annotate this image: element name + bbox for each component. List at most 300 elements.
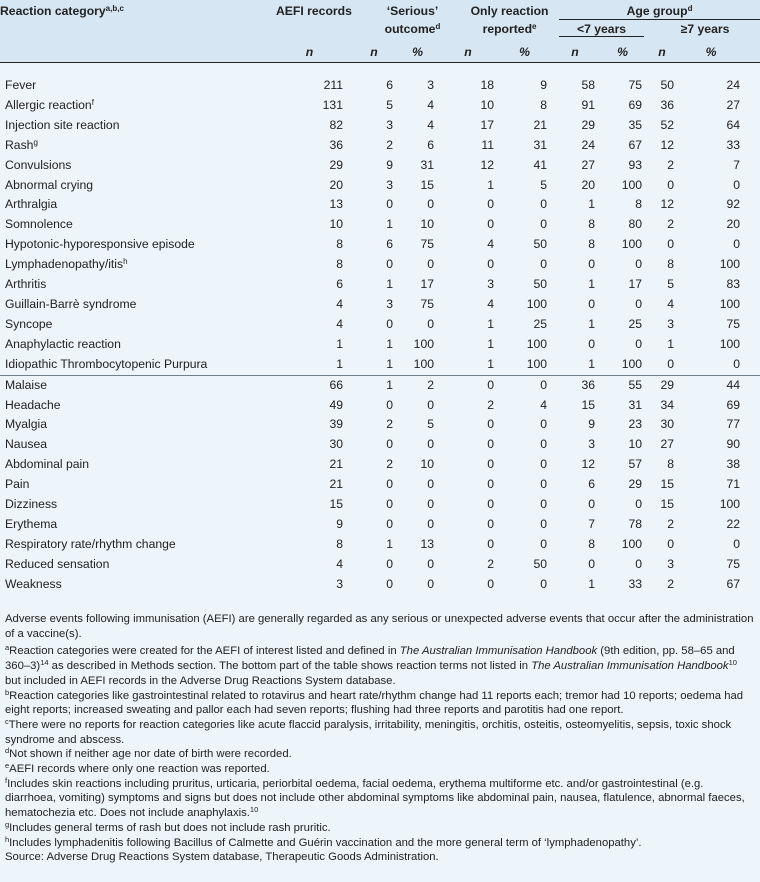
under7-pct-cell: 69 — [628, 97, 643, 112]
source-note: Source: Adverse Drug Reactions System database, Therapeutic Goods Administration. — [5, 851, 439, 864]
aefi-records-cell: 13 — [329, 197, 343, 212]
over7-n-cell: 2 — [667, 157, 675, 172]
serious-pct-cell: 4 — [427, 97, 435, 112]
under7-n-cell: 36 — [581, 377, 596, 392]
only-pct-cell: 0 — [540, 417, 548, 432]
over7-n-cell: 12 — [660, 137, 675, 152]
aefi-records-header: AEFI records — [276, 0, 355, 22]
under7-n-cell: 24 — [581, 137, 596, 152]
reaction-category-cell: Nausea — [5, 437, 48, 452]
under7-n-cell: 9 — [588, 417, 596, 432]
over7-pct-cell: 100 — [719, 336, 741, 351]
over7-n-cell: 36 — [660, 97, 675, 112]
serious-n-cell: 1 — [386, 377, 393, 392]
under7-n-cell: 29 — [581, 117, 596, 132]
serious-pct-cell: 0 — [427, 197, 435, 212]
aefi-records-cell: 20 — [329, 177, 343, 192]
pct-label: % — [502, 41, 555, 63]
serious-n-cell: 9 — [386, 157, 393, 172]
only-n-cell: 0 — [487, 257, 495, 272]
over7-n-cell: 0 — [667, 536, 675, 551]
serious-pct-cell: 0 — [427, 576, 435, 591]
table-row — [0, 76, 760, 96]
only-pct-cell: 41 — [533, 157, 548, 172]
n-label: n — [276, 41, 355, 63]
serious-pct-cell: 13 — [420, 536, 435, 551]
over7-n-cell: 52 — [660, 117, 675, 132]
over7-pct-cell: 75 — [726, 316, 741, 331]
table-row — [0, 396, 760, 416]
table-row — [0, 376, 760, 396]
table-row — [0, 176, 760, 196]
under7-n-cell: 27 — [581, 157, 596, 172]
serious-n-cell: 3 — [386, 296, 393, 311]
under7-pct-cell: 23 — [628, 417, 643, 432]
only-n-cell: 0 — [487, 536, 495, 551]
only-n-cell: 0 — [487, 197, 495, 212]
category-header: Reaction category$^{a,b,c}$ — [0, 0, 276, 22]
serious-n-cell: 3 — [386, 177, 393, 192]
reaction-category-cell: Somnolence — [5, 217, 73, 232]
under7-n-cell: 8 — [588, 536, 596, 551]
over7-pct-cell: 38 — [726, 457, 741, 472]
over7-pct-cell: 83 — [726, 277, 741, 292]
serious-pct-cell: 0 — [427, 316, 435, 331]
footnote-e: $^e$AEFI records where only one reaction was reported. — [5, 761, 270, 776]
only-n-cell: 0 — [487, 576, 495, 591]
over7-pct-cell: 100 — [719, 497, 741, 512]
over7-pct-cell: 71 — [726, 477, 741, 492]
only-n-cell: 18 — [480, 78, 495, 92]
serious-n-cell: 1 — [386, 356, 393, 371]
over7-pct-cell: 0 — [733, 237, 741, 252]
table-row — [0, 96, 760, 116]
over7-pct-cell: 27 — [726, 97, 741, 112]
listed-reactions-group — [0, 76, 760, 375]
serious-n-cell: 3 — [386, 117, 393, 132]
pct-label: % — [603, 41, 650, 63]
footnote-a: $^a$Reaction categories were created for the AEFI of interest listed and defined in The Australian Immunisation Handbook (9th edition, pp. 58–65 and 360–3)$^{14}$ as described in Methods section. The bottom part of the table shows reaction terms not listed in The Australian Immunisation Handbook$^{10}$ but included in AEFI records in the Adverse Drug Reactions System database. — [5, 643, 737, 687]
serious-n-cell: 6 — [386, 237, 393, 252]
reaction-category-cell: Allergic reaction$^f$ — [5, 97, 94, 112]
over7-n-cell: 8 — [667, 257, 675, 272]
aefi-records-cell: 8 — [336, 237, 343, 252]
serious-pct-cell: 0 — [427, 397, 435, 412]
only-n-cell: 0 — [487, 477, 495, 492]
only-n-cell: 1 — [487, 177, 495, 192]
reaction-category-cell: Headache — [5, 397, 61, 412]
aefi-records-cell: 8 — [336, 536, 343, 551]
serious-pct-cell: 75 — [420, 237, 435, 252]
serious-pct-cell: 10 — [420, 217, 435, 232]
under7-pct-cell: 100 — [621, 177, 643, 192]
only-n-cell: 11 — [481, 137, 495, 152]
reaction-category-cell: Malaise — [5, 377, 47, 392]
serious-pct-cell: 6 — [427, 137, 435, 152]
table-row — [0, 295, 760, 315]
over7-n-cell: 2 — [667, 576, 675, 591]
under7-n-cell: 7 — [588, 516, 596, 531]
over7-pct-cell: 44 — [726, 377, 741, 392]
only-n-cell: 10 — [480, 97, 495, 112]
aefi-records-cell: 4 — [336, 556, 343, 571]
only-pct-cell: 0 — [540, 257, 548, 272]
reaction-category-cell: Abdominal pain — [5, 457, 90, 472]
under7-n-cell: 8 — [588, 237, 596, 252]
only-n-cell: 2 — [487, 556, 495, 571]
over7-pct-cell: 0 — [733, 356, 741, 371]
serious-pct-cell: 3 — [427, 78, 435, 92]
serious-pct-cell: 2 — [427, 377, 435, 392]
table-row — [0, 335, 760, 355]
table-row — [0, 575, 760, 595]
under7-n-cell: 0 — [588, 296, 596, 311]
over7-n-cell: 0 — [667, 177, 675, 192]
table-row — [0, 435, 760, 455]
reaction-category-cell: Fever — [5, 78, 37, 92]
only-n-cell: 0 — [487, 437, 495, 452]
table-header — [0, 0, 760, 63]
reaction-category-cell: Dizziness — [5, 497, 58, 512]
table-footnotes — [5, 612, 755, 865]
under7-pct-cell: 0 — [635, 497, 643, 512]
serious-pct-cell: 31 — [420, 157, 435, 172]
serious-pct-cell: 10 — [420, 457, 435, 472]
only-pct-cell: 100 — [526, 336, 548, 351]
under7-n-cell: 1 — [588, 316, 596, 331]
over7-pct-cell: 90 — [726, 437, 741, 452]
serious-n-cell: 1 — [386, 217, 393, 232]
only-n-cell: 17 — [480, 117, 495, 132]
table-row — [0, 116, 760, 136]
only-n-cell: 0 — [487, 417, 495, 432]
reaction-category-cell: Abnormal crying — [5, 177, 94, 192]
serious-pct-cell: 15 — [420, 177, 435, 192]
under7-n-cell: 15 — [581, 397, 596, 412]
only-pct-cell: 50 — [533, 237, 548, 252]
only-n-cell: 0 — [487, 497, 495, 512]
under7-n-cell: 1 — [588, 576, 596, 591]
serious-pct-cell: 0 — [427, 477, 435, 492]
under7-pct-cell: 67 — [628, 137, 643, 152]
under7-n-cell: 20 — [581, 177, 596, 192]
serious-n-cell: 0 — [386, 257, 393, 272]
reaction-category-cell: Myalgia — [5, 417, 47, 432]
under7-pct-cell: 75 — [628, 78, 643, 92]
only-pct-cell: 0 — [540, 497, 548, 512]
footnote-c: $^c$There were no reports for reaction categories like acute flaccid paralysis, irritability, meningitis, orchitis, osteitis, osteomyelitis, sepsis, toxic shock syndrome and abscess. — [5, 716, 732, 746]
under7-pct-cell: 80 — [628, 217, 643, 232]
over7-pct-cell: 64 — [726, 117, 741, 132]
table-row — [0, 535, 760, 555]
age-group-header: Age group$^d$ — [555, 0, 760, 22]
over7-n-cell: 27 — [660, 437, 675, 452]
serious-pct-cell: 100 — [413, 356, 435, 371]
serious-n-cell: 0 — [386, 477, 393, 492]
pct-label: % — [682, 41, 760, 63]
serious-n-cell: 6 — [386, 78, 393, 92]
aefi-records-cell: 3 — [336, 576, 343, 591]
only-pct-cell: 31 — [533, 137, 548, 152]
under7-pct-cell: 31 — [628, 397, 643, 412]
footnote-g: $^g$Includes general terms of rash but does not include rash pruritic. — [5, 819, 331, 834]
serious-n-cell: 1 — [386, 277, 393, 292]
other-reactions-group — [0, 376, 760, 595]
under7-n-cell: 58 — [581, 78, 596, 92]
under7-n-cell: 0 — [588, 497, 596, 512]
over7-n-cell: 0 — [667, 356, 675, 371]
serious-n-cell: 0 — [386, 197, 393, 212]
over7-pct-cell: 92 — [726, 197, 741, 212]
aefi-records-cell: 82 — [329, 117, 343, 132]
n-label: n — [650, 41, 682, 63]
under7-n-cell: 1 — [588, 356, 596, 371]
reaction-category-cell: Guillain-Barrè syndrome — [5, 296, 137, 311]
under7-pct-cell: 35 — [628, 117, 643, 132]
serious-n-cell: 2 — [386, 457, 393, 472]
under7-pct-cell: 33 — [628, 576, 643, 591]
reaction-category-cell: Anaphylactic reaction — [5, 336, 121, 351]
footnote-h: $^h$Includes lymphadenitis following Bacillus of Calmette and Guérin vaccination and the more general term of ‘lymphadenopathy’. — [5, 834, 642, 849]
over7-pct-cell: 75 — [726, 556, 741, 571]
only-pct-cell: 0 — [540, 576, 548, 591]
only-n-cell: 4 — [487, 237, 495, 252]
serious-n-cell: 1 — [386, 336, 393, 351]
only-n-cell: 4 — [487, 296, 495, 311]
reaction-category-cell: Injection site reaction — [5, 117, 120, 132]
only-n-cell: 0 — [487, 377, 495, 392]
table-row — [0, 415, 760, 435]
aefi-records-cell: 49 — [329, 397, 343, 412]
over7-n-cell: 3 — [667, 316, 675, 331]
under7-pct-cell: 8 — [635, 197, 643, 212]
only-pct-cell: 4 — [540, 397, 548, 412]
footnote-d: $^d$Not shown if neither age nor date of birth were recorded. — [5, 746, 292, 761]
over7-pct-cell: 69 — [726, 397, 741, 412]
under7-pct-cell: 29 — [628, 477, 643, 492]
under7-n-cell: 8 — [588, 217, 596, 232]
over7-pct-cell: 0 — [733, 536, 741, 551]
over7-n-cell: 2 — [667, 516, 675, 531]
aefi-records-cell: 1 — [336, 356, 343, 371]
over7-pct-cell: 20 — [726, 217, 741, 232]
under-7-header: <7 years — [555, 22, 650, 41]
aefi-records-cell: 4 — [336, 316, 343, 331]
only-n-cell: 12 — [480, 157, 495, 172]
footnote-b: $^b$Reaction categories like gastrointestinal related to rotavirus and heart rate/rhythm change had 11 reports each; tremor had 10 reports; oedema had eight reports; increased sweating and pallor each had seven reports; flushing had three reports and parotitis had one report. — [5, 687, 744, 717]
over7-pct-cell: 7 — [733, 157, 741, 172]
serious-outcome-header-line2: outcome$^d$ — [355, 22, 442, 41]
only-reaction-header-line2: reported$^e$ — [442, 22, 555, 41]
intro-note: Adverse events following immunisation (AEFI) are generally regarded as any serious or unexpected adverse events that occur after the administration of a vaccine(s). — [5, 613, 754, 640]
n-label: n — [555, 41, 603, 63]
serious-outcome-header: ‘Serious’ — [355, 0, 442, 22]
only-n-cell: 1 — [487, 316, 495, 331]
serious-n-cell: 0 — [386, 516, 393, 531]
over-7-header: ≥7 years — [650, 22, 760, 41]
under7-pct-cell: 17 — [628, 277, 643, 292]
reaction-category-cell: Reduced sensation — [5, 556, 110, 571]
over7-pct-cell: 33 — [726, 137, 741, 152]
table-row — [0, 195, 760, 215]
only-n-cell: 0 — [487, 457, 495, 472]
only-pct-cell: 0 — [540, 536, 548, 551]
under7-pct-cell: 78 — [628, 516, 643, 531]
under7-pct-cell: 10 — [628, 437, 643, 452]
aefi-records-cell: 6 — [336, 277, 343, 292]
reaction-category-cell: Convulsions — [5, 157, 72, 172]
table-row — [0, 355, 760, 375]
under7-n-cell: 6 — [588, 477, 596, 492]
aefi-records-cell: 21 — [329, 477, 343, 492]
under7-pct-cell: 100 — [621, 536, 643, 551]
reaction-category-cell: Idiopathic Thrombocytopenic Purpura — [5, 356, 208, 371]
serious-n-cell: 0 — [386, 397, 393, 412]
under7-pct-cell: 100 — [621, 237, 643, 252]
only-n-cell: 0 — [487, 516, 495, 531]
serious-n-cell: 5 — [386, 97, 393, 112]
only-pct-cell: 100 — [526, 356, 548, 371]
serious-pct-cell: 0 — [427, 437, 435, 452]
over7-n-cell: 34 — [660, 397, 675, 412]
only-n-cell: 1 — [487, 336, 495, 351]
reaction-category-cell: Hypotonic-hyporesponsive episode — [5, 237, 195, 252]
reaction-category-cell: Arthralgia — [5, 197, 58, 212]
only-reaction-header: Only reaction — [442, 0, 555, 22]
table-row — [0, 555, 760, 575]
footnote-f: $^f$Includes skin reactions including pruritus, urticaria, periorbital oedema, facial oedema, erythema multiforme etc. and/or gastrointestinal (e.g. diarrhoea, vomiting) symptoms and signs but does not include other abdominal symptoms like abdominal pain, nausea, flatulence, abnormal faeces, hematochezia etc. Does not include anaphylaxis.$^{10}$ — [5, 775, 745, 820]
aefi-records-cell: 1 — [336, 336, 343, 351]
reaction-category-cell: Rash$^g$ — [5, 137, 38, 152]
over7-n-cell: 2 — [667, 217, 675, 232]
reaction-category-cell: Lymphadenopathy/itis$^h$ — [5, 257, 128, 272]
under7-n-cell: 0 — [588, 257, 596, 272]
aefi-records-cell: 30 — [329, 437, 343, 452]
over7-n-cell: 5 — [667, 277, 675, 292]
serious-pct-cell: 0 — [427, 516, 435, 531]
table-row — [0, 455, 760, 475]
over7-n-cell: 4 — [667, 296, 675, 311]
under7-pct-cell: 0 — [635, 556, 643, 571]
under7-n-cell: 91 — [581, 97, 596, 112]
under7-n-cell: 3 — [588, 437, 596, 452]
serious-pct-cell: 5 — [427, 417, 435, 432]
over7-n-cell: 50 — [660, 78, 675, 92]
only-pct-cell: 100 — [526, 296, 548, 311]
reaction-category-cell: Pain — [5, 477, 30, 492]
under7-pct-cell: 0 — [635, 257, 643, 272]
only-pct-cell: 25 — [533, 316, 548, 331]
table-row — [0, 136, 760, 156]
only-pct-cell: 50 — [533, 277, 548, 292]
under7-n-cell: 0 — [588, 556, 596, 571]
only-pct-cell: 0 — [540, 217, 548, 232]
aefi-records-cell: 21 — [329, 457, 343, 472]
only-pct-cell: 8 — [540, 97, 548, 112]
only-pct-cell: 50 — [533, 556, 548, 571]
serious-pct-cell: 4 — [427, 117, 435, 132]
under7-n-cell: 0 — [588, 336, 596, 351]
under7-pct-cell: 55 — [628, 377, 643, 392]
serious-n-cell: 1 — [386, 536, 393, 551]
only-pct-cell: 0 — [540, 437, 548, 452]
over7-n-cell: 29 — [660, 377, 675, 392]
aefi-records-cell: 211 — [323, 78, 343, 92]
pct-label: % — [401, 41, 442, 63]
aefi-records-cell: 66 — [329, 377, 343, 392]
serious-n-cell: 2 — [386, 137, 393, 152]
aefi-records-cell: 9 — [336, 516, 343, 531]
table-row — [0, 235, 760, 255]
under7-n-cell: 1 — [588, 277, 596, 292]
over7-n-cell: 1 — [667, 336, 675, 351]
n-label: n — [355, 41, 401, 63]
under7-n-cell: 12 — [581, 457, 596, 472]
only-n-cell: 1 — [487, 356, 495, 371]
under7-pct-cell: 57 — [628, 457, 643, 472]
aefi-records-cell: 29 — [329, 157, 343, 172]
over7-n-cell: 30 — [660, 417, 675, 432]
only-pct-cell: 21 — [533, 117, 548, 132]
table-row — [0, 255, 760, 275]
serious-n-cell: 0 — [386, 316, 393, 331]
over7-pct-cell: 24 — [726, 78, 741, 92]
table-row — [0, 475, 760, 495]
aefi-records-cell: 131 — [322, 97, 343, 112]
over7-pct-cell: 77 — [726, 417, 741, 432]
serious-pct-cell: 0 — [427, 556, 435, 571]
only-pct-cell: 0 — [540, 457, 548, 472]
serious-n-cell: 0 — [386, 556, 393, 571]
table-row — [0, 315, 760, 335]
reaction-category-cell: Syncope — [5, 316, 53, 331]
under7-pct-cell: 93 — [628, 157, 643, 172]
over7-pct-cell: 0 — [733, 177, 741, 192]
only-pct-cell: 5 — [540, 177, 548, 192]
aefi-records-cell: 39 — [329, 417, 343, 432]
aefi-records-cell: 4 — [336, 296, 343, 311]
under7-pct-cell: 25 — [628, 316, 643, 331]
serious-n-cell: 0 — [386, 497, 393, 512]
serious-pct-cell: 75 — [420, 296, 435, 311]
under7-pct-cell: 0 — [635, 336, 643, 351]
reaction-category-cell: Arthritis — [5, 277, 47, 292]
over7-pct-cell: 67 — [726, 576, 741, 591]
serious-pct-cell: 17 — [420, 277, 435, 292]
only-pct-cell: 0 — [540, 197, 548, 212]
aefi-records-cell: 36 — [329, 137, 343, 152]
serious-n-cell: 2 — [386, 417, 393, 432]
reaction-category-cell: Respiratory rate/rhythm change — [5, 536, 176, 551]
reaction-category-cell: Erythema — [5, 516, 58, 531]
over7-n-cell: 12 — [660, 197, 675, 212]
aefi-records-cell: 8 — [336, 257, 343, 272]
table-row — [0, 275, 760, 295]
n-label: n — [442, 41, 502, 63]
serious-pct-cell: 0 — [427, 257, 435, 272]
serious-n-cell: 0 — [386, 437, 393, 452]
table-row — [0, 515, 760, 535]
under7-pct-cell: 100 — [621, 356, 643, 371]
only-n-cell: 0 — [487, 217, 495, 232]
serious-pct-cell: 100 — [413, 336, 435, 351]
only-pct-cell: 0 — [540, 477, 548, 492]
over7-pct-cell: 22 — [726, 516, 741, 531]
aefi-records-cell: 10 — [329, 217, 343, 232]
under7-pct-cell: 0 — [635, 296, 643, 311]
only-pct-cell: 0 — [540, 516, 548, 531]
over7-n-cell: 3 — [667, 556, 675, 571]
